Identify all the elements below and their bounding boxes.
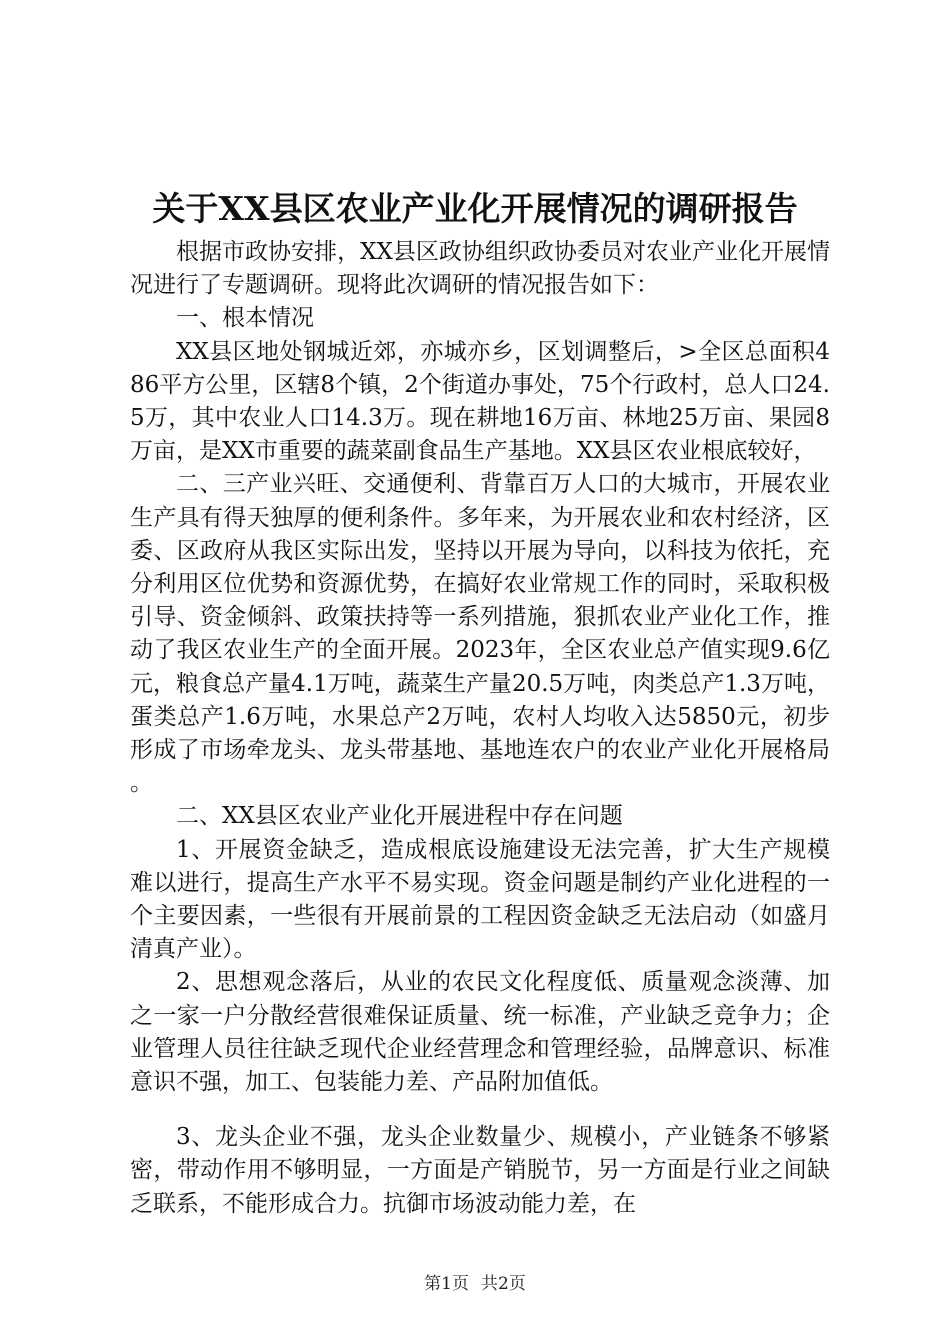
page-number-total: 共2页 <box>481 1274 526 1294</box>
paragraph-problem-2: 2、思想观念落后，从业的农民文化程度低、质量观念淡薄、加之一家一户分散经营很难保证质量、统一标准，产业缺乏竞争力；企业管理人员往往缺乏现代企业经营理念和管理经验，品牌意识、标准意识不强，加工、包装能力差、产品附加值低。 <box>130 969 830 1096</box>
paragraph-development: 二、三产业兴旺、交通便利、背靠百万人口的大城市，开展农业生产具有得天独厚的便利条件。多年来，为开展农业和农村经济，区委、区政府从我区实际出发，坚持以开展为导向，以科技为依托，充分利用区位优势和资源优势，在搞好农业常规工作的同时，采取积极引导、资金倾斜、政策扶持等一系列措施，狠抓农业产业化工作，推动了我区农业生产的全面开展。2023年，全区农业总产值实现9.6亿元，粮食总产量4.1万吨，蔬菜生产量20.5万吨，肉类总产1.3万吨，蛋类总产1.6万吨，水果总产2万吨，农村人均收入达5850元，初步形成了市场牵龙头、龙头带基地、基地连农户的农业产业化开展格局。 <box>130 471 830 797</box>
paragraph-problem-3: 3、龙头企业不强，龙头企业数量少、规模小，产业链条不够紧密，带动作用不够明显，一方面是产销脱节，另一方面是行业之间缺乏联系，不能形成合力。抗御市场波动能力差，在 <box>130 1124 830 1217</box>
document-body <box>130 236 830 1221</box>
paragraph-intro: 根据市政协安排，XX县区政协组织政协委员对农业产业化开展情况进行了专题调研。现将此次调研的情况报告如下： <box>130 239 830 299</box>
paragraph-overview: XX县区地处钢城近郊，亦城亦乡，区划调整后，>全区总面积486平方公里，区辖8个镇，2个街道办事处，75个行政村，总人口24.5万，其中农业人口14.3万。现在耕地16万亩、林地25万亩、果园8万亩，是XX市重要的蔬菜副食品生产基地。XX县区农业根底较好， <box>130 338 830 465</box>
section-heading-basic: 一、根本情况 <box>176 305 314 332</box>
document-title: 关于XX县区农业产业化开展情况的调研报告 <box>152 189 798 228</box>
paragraph-problem-1: 1、开展资金缺乏，造成根底设施建设无法完善，扩大生产规模难以进行，提高生产水平不易实现。资金问题是制约产业化进程的一个主要因素，一些很有开展前景的工程因资金缺乏无法启动（如盛月清真产业）。 <box>130 836 830 963</box>
page-number-current: 第1页 <box>424 1274 469 1294</box>
page-footer <box>0 1272 950 1296</box>
section-heading-problems: 二、XX县区农业产业化开展进程中存在问题 <box>176 803 623 830</box>
